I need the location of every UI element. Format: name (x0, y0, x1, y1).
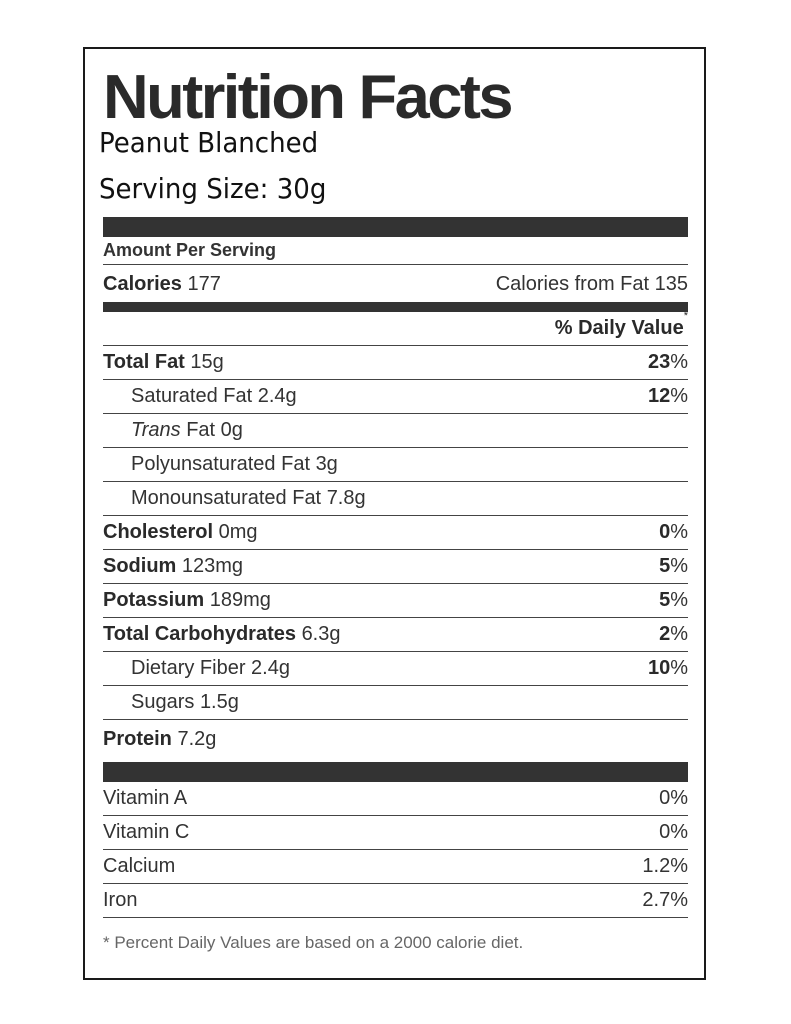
nutrient-row-protein: Protein 7.2g (103, 727, 217, 750)
thick-divider (103, 217, 688, 237)
amount-per-serving: Amount Per Serving (103, 235, 688, 265)
nutrient-row-dietary-fiber: Dietary Fiber 2.4g 10% (103, 652, 688, 686)
nutrient-row-sodium: Sodium 123mg 5% (103, 550, 688, 584)
nutrient-row-total-carbohydrates: Total Carbohydrates 6.3g 2% (103, 618, 688, 652)
product-name: Peanut Blanched (99, 126, 319, 159)
calories-row (103, 267, 688, 301)
thick-divider-vitamins (103, 762, 688, 782)
footnote: * Percent Daily Values are based on a 2000 calorie diet. (103, 933, 524, 952)
nutrient-row-monounsaturated-fat: Monounsaturated Fat 7.8g (103, 482, 688, 516)
nutrient-row-cholesterol: Cholesterol 0mg 0% (103, 516, 688, 550)
nutrient-row-polyunsaturated-fat: Polyunsaturated Fat 3g (103, 448, 688, 482)
nutrition-label (83, 47, 706, 980)
vitamin-row-iron: Iron 2.7% (103, 884, 688, 918)
vitamin-row-vitamin-a: Vitamin A 0% (103, 782, 688, 816)
daily-value-header: % Daily Value* (103, 306, 688, 346)
daily-value-asterisk: * (683, 310, 688, 322)
label-title: Nutrition Facts (103, 63, 511, 132)
calories-from-fat: Calories from Fat 135 (495, 272, 688, 295)
nutrient-row-saturated-fat: Saturated Fat 2.4g 12% (103, 380, 688, 414)
calories-label: Calories (103, 272, 182, 295)
nutrient-row-trans-fat: Trans Fat 0g (103, 414, 688, 448)
calories-value: 177 (187, 272, 221, 295)
nutrient-row-sugars: Sugars 1.5g (103, 686, 688, 720)
serving-size: Serving Size: 30g (99, 172, 327, 205)
vitamin-row-vitamin-c: Vitamin C 0% (103, 816, 688, 850)
nutrient-row-potassium: Potassium 189mg 5% (103, 584, 688, 618)
nutrient-row-total-fat: Total Fat 15g 23% (103, 346, 688, 380)
vitamin-row-calcium: Calcium 1.2% (103, 850, 688, 884)
